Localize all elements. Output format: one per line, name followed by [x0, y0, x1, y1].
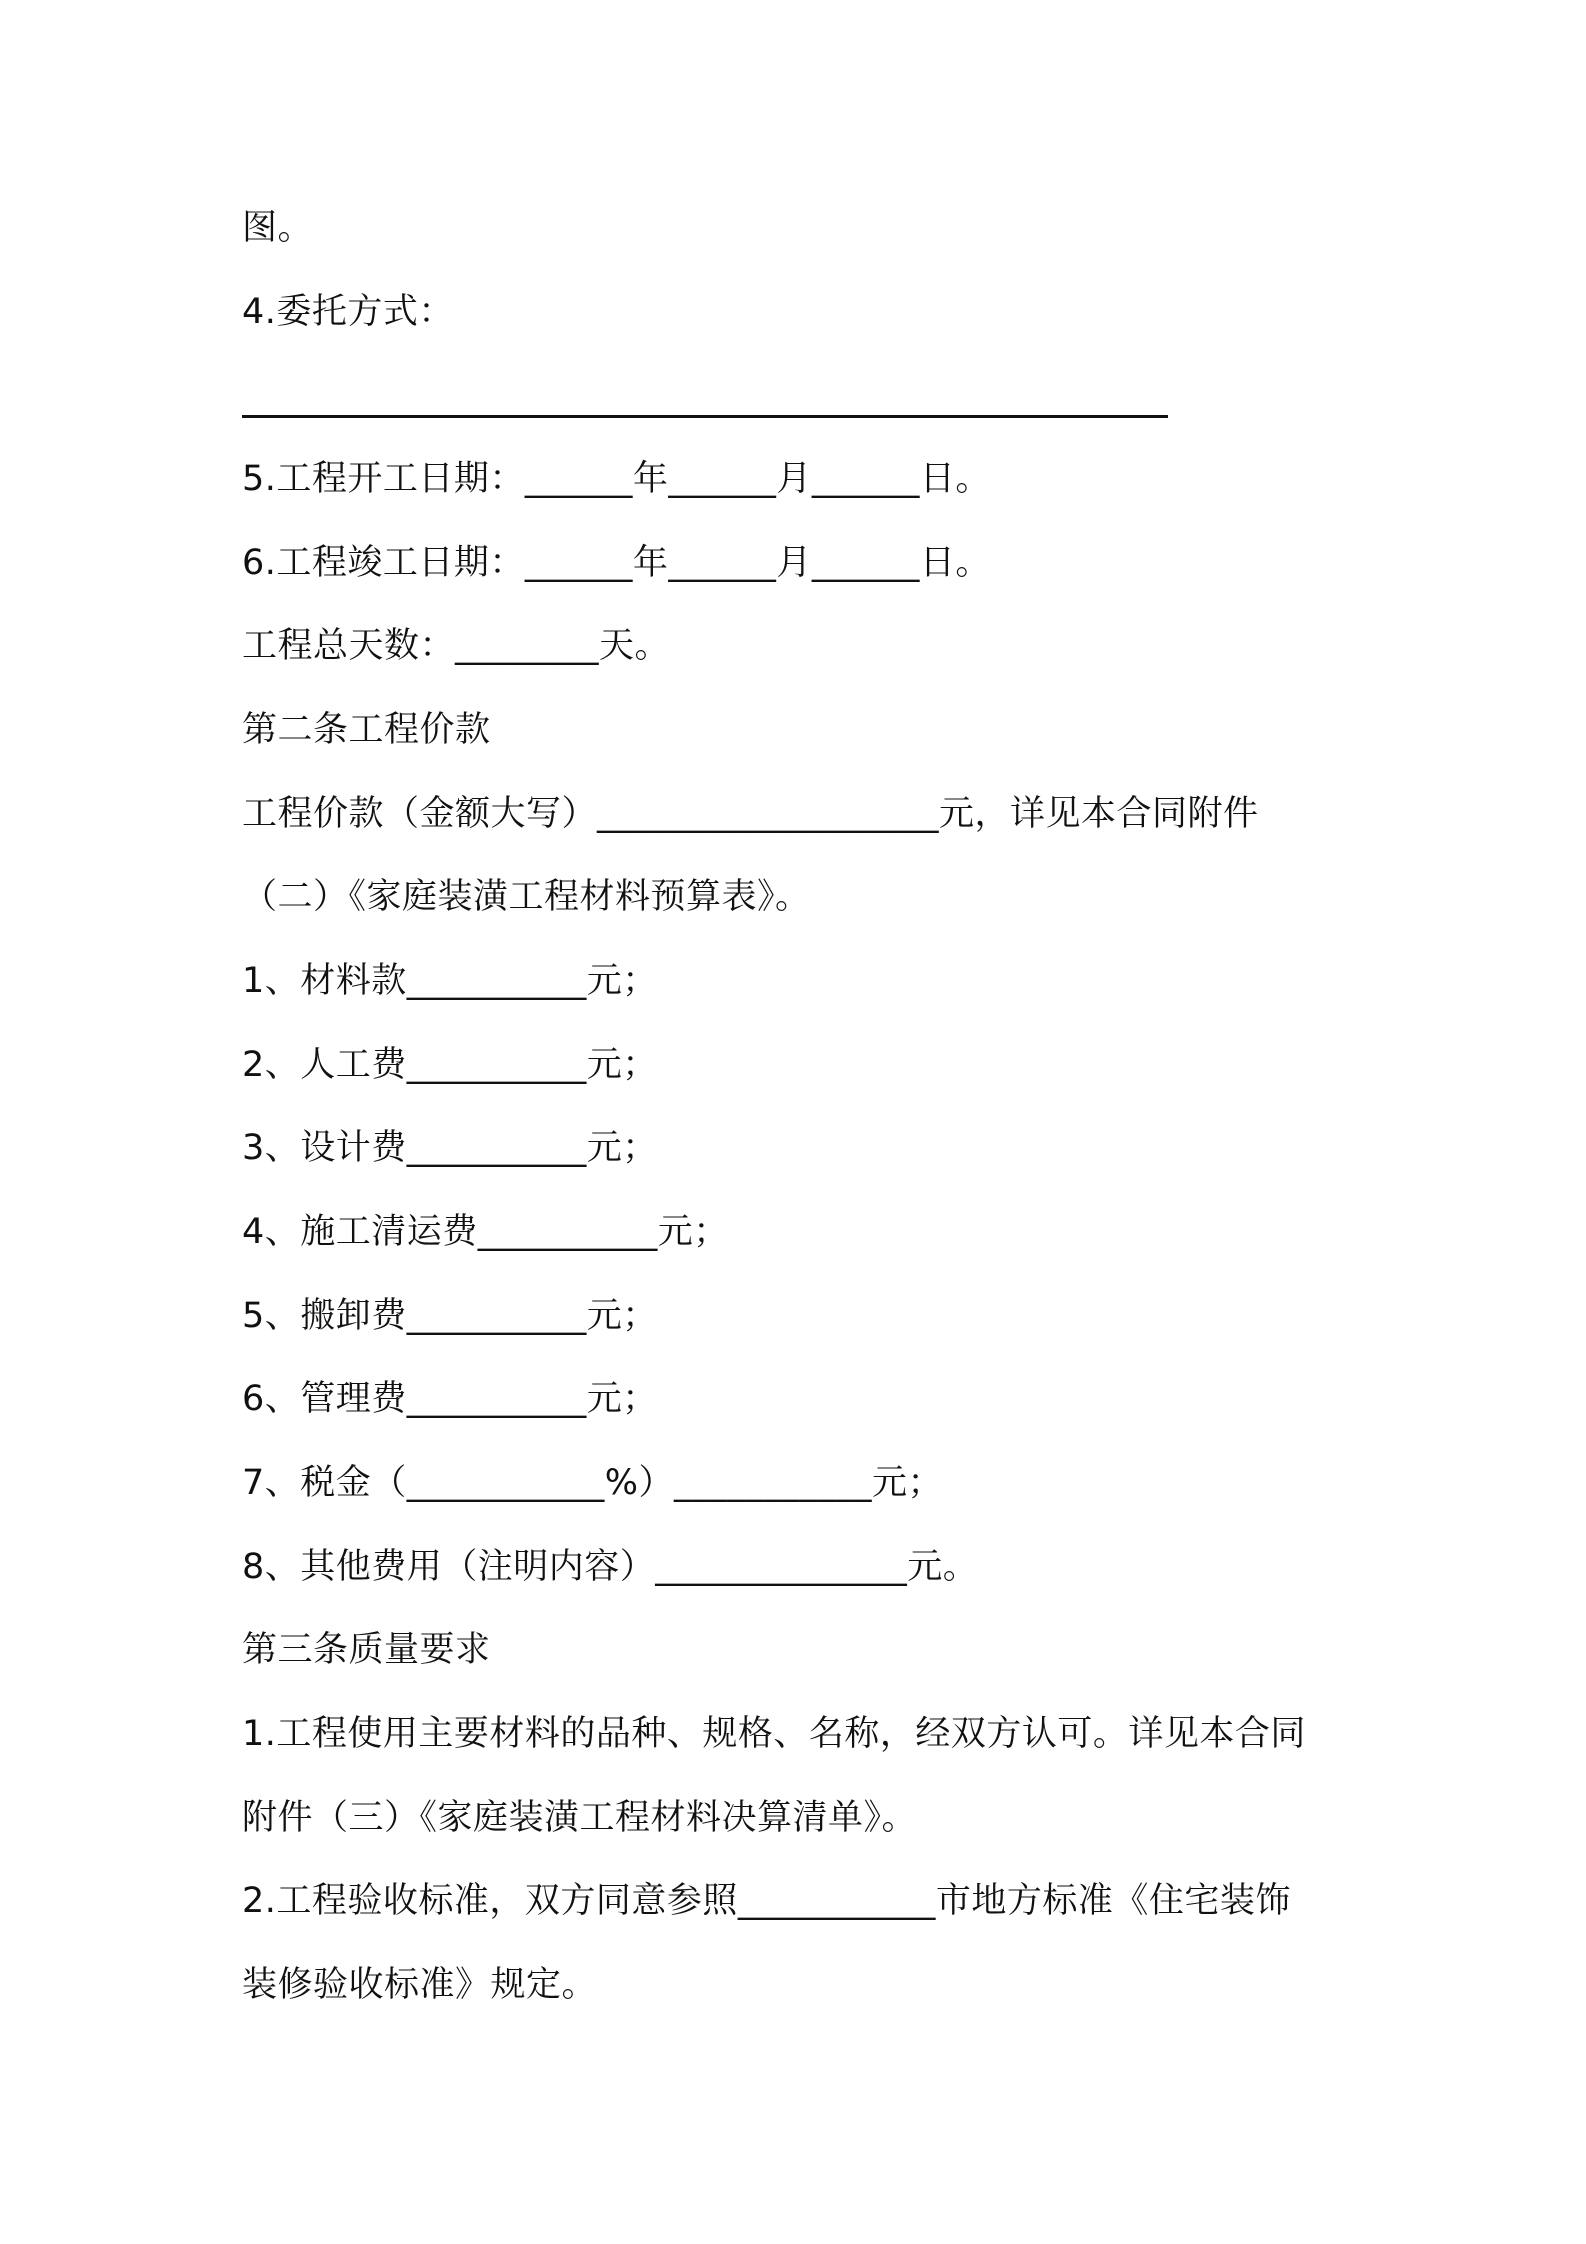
list-item: 5、搬卸费__________元；	[242, 1296, 658, 1336]
text-line: 装修验收标准》规定。	[242, 1965, 598, 2005]
text-line: （二）《家庭装潢工程材料预算表》。	[242, 877, 811, 917]
list-item: 1、材料款__________元；	[242, 961, 658, 1001]
list-item: 7、税金（___________%）___________元；	[242, 1463, 944, 1503]
list-item: 4、施工清运费__________元；	[242, 1212, 729, 1252]
text-line: 附件（三）《家庭装潢工程材料决算清单》。	[242, 1798, 918, 1838]
text-line: 工程价款（金额大写）___________________元，详见本合同附件	[242, 794, 1259, 834]
section-heading: 第三条质量要求	[242, 1630, 491, 1670]
text-line: 1.工程使用主要材料的品种、规格、名称，经双方认可。详见本合同	[242, 1714, 1306, 1754]
list-item: 2、人工费__________元；	[242, 1045, 658, 1085]
text-line: 6.工程竣工日期：______年______月______日。	[242, 543, 991, 583]
blank-underline	[242, 415, 1168, 418]
text-line: 5.工程开工日期：______年______月______日。	[242, 459, 991, 499]
text-line: 4.委托方式：	[242, 292, 454, 332]
text-line: 工程总天数：________天。	[242, 626, 671, 666]
list-item: 3、设计费__________元；	[242, 1128, 658, 1168]
list-item: 8、其他费用（注明内容）______________元。	[242, 1547, 979, 1587]
section-heading: 第二条工程价款	[242, 710, 491, 750]
text-line: 图。	[242, 208, 314, 248]
list-item: 6、管理费__________元；	[242, 1379, 658, 1419]
text-line: 2.工程验收标准，双方同意参照___________市地方标准《住宅装饰	[242, 1881, 1291, 1921]
